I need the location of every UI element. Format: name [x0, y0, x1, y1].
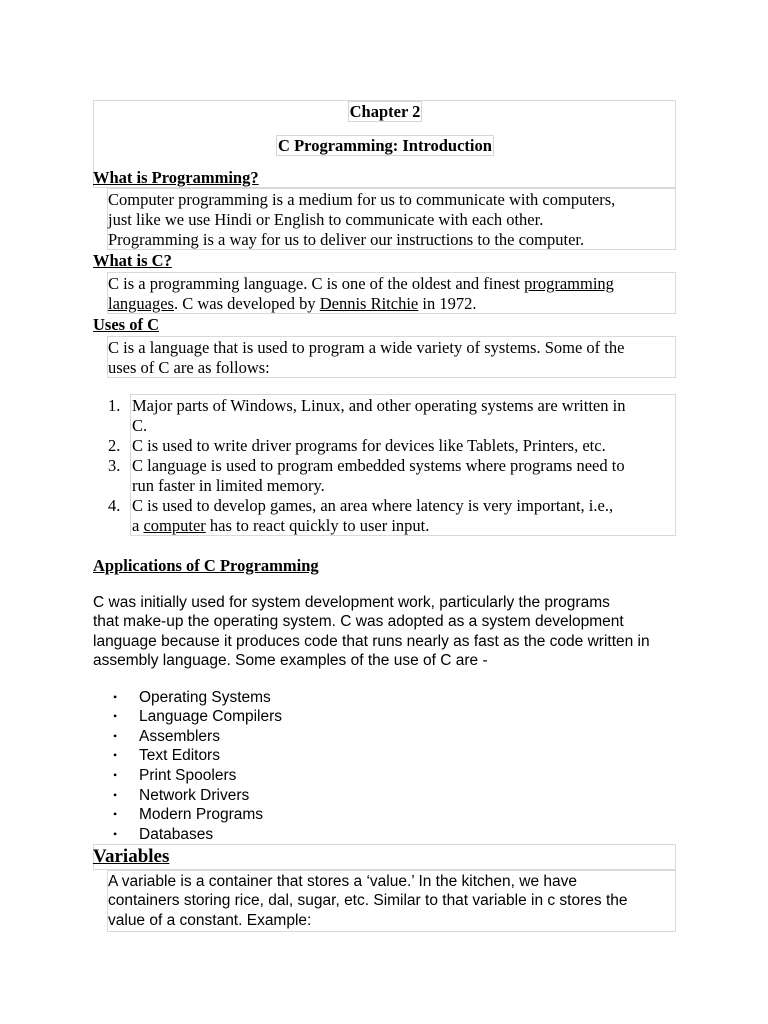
- section2-text: in 1972.: [418, 294, 477, 313]
- bullet-dot: •: [113, 690, 118, 704]
- applications-para-line: C was initially used for system development work, particularly the programs: [93, 594, 610, 611]
- bullet-item: Operating Systems: [139, 689, 271, 706]
- title-label: C Programming: Introduction: [278, 136, 492, 155]
- bullet-dot: •: [113, 788, 118, 802]
- programming-link[interactable]: programming: [524, 274, 614, 293]
- list-item-line: C is used to develop games, an area where latency is very important, i.e.,: [132, 496, 614, 515]
- variables-heading-frame: [93, 844, 676, 870]
- list-item-line: C language is used to program embedded systems where programs need to: [132, 456, 625, 475]
- list-item-text: a: [132, 516, 144, 535]
- list-item-line: C is used to write driver programs for devices like Tablets, Printers, etc.: [132, 436, 606, 455]
- section3-intro-line: C is a language that is used to program a wide variety of systems. Some of the: [108, 338, 625, 357]
- variables-line: containers storing rice, dal, sugar, etc. Similar to that variable in c stores the: [108, 892, 628, 909]
- list-item-text: has to react quickly to user input.: [205, 516, 430, 535]
- bullet-dot: •: [113, 748, 118, 762]
- bullet-item: Text Editors: [139, 747, 220, 764]
- bullet-item: Print Spoolers: [139, 767, 237, 784]
- bullet-item: Modern Programs: [139, 806, 264, 823]
- section-heading-what-is-c: What is C?: [93, 251, 172, 270]
- list-item-line: Major parts of Windows, Linux, and other operating systems are written in: [132, 396, 626, 415]
- list-number: 4.: [108, 496, 121, 515]
- chapter-heading: [94, 102, 676, 122]
- list-item-line: [132, 516, 429, 536]
- list-item-line: C.: [132, 416, 148, 435]
- dennis-ritchie-link[interactable]: Dennis Ritchie: [319, 294, 419, 313]
- section1-line: Computer programming is a medium for us to communicate with computers,: [108, 190, 616, 209]
- chapter-label: Chapter 2: [349, 102, 421, 121]
- bullet-item: Language Compilers: [139, 708, 283, 725]
- section1-line: Programming is a way for us to deliver our instructions to the computer.: [108, 230, 585, 249]
- section2-line: [108, 294, 476, 314]
- bullet-dot: •: [113, 729, 118, 743]
- bullet-item: Network Drivers: [139, 787, 250, 804]
- applications-para-line: language because it produces code that runs nearly as fast as the code written in: [93, 633, 650, 650]
- section3-intro-line: uses of C are as follows:: [108, 358, 270, 377]
- variables-line: value of a constant. Example:: [108, 912, 312, 929]
- bullet-dot: •: [113, 709, 118, 723]
- list-number: 1.: [108, 396, 121, 415]
- section-heading-uses-of-c: Uses of C: [93, 315, 159, 334]
- section-heading-programming: What is Programming?: [93, 168, 259, 187]
- section-heading-variables: Variables: [93, 846, 170, 867]
- list-number: 3.: [108, 456, 121, 475]
- document-title: [94, 136, 676, 156]
- bullet-item: Assemblers: [139, 728, 220, 745]
- section2-line: [108, 274, 614, 294]
- list-number: 2.: [108, 436, 121, 455]
- languages-link[interactable]: languages: [108, 294, 174, 313]
- section-heading-applications: Applications of C Programming: [93, 556, 319, 575]
- bullet-dot: •: [113, 768, 118, 782]
- section1-line: just like we use Hindi or English to communicate with each other.: [108, 210, 544, 229]
- section2-text: . C was developed by: [173, 294, 320, 313]
- applications-para-line: that make-up the operating system. C was adopted as a system development: [93, 613, 624, 630]
- applications-para-line: assembly language. Some examples of the use of C are -: [93, 652, 488, 669]
- computer-link[interactable]: computer: [143, 516, 206, 535]
- variables-line: A variable is a container that stores a ‘value.’ In the kitchen, we have: [108, 873, 577, 890]
- bullet-dot: •: [113, 807, 118, 821]
- list-item-line: run faster in limited memory.: [132, 476, 325, 495]
- bullet-item: Databases: [139, 826, 214, 843]
- bullet-dot: •: [113, 827, 118, 841]
- section2-text: C is a programming language. C is one of the oldest and finest: [108, 274, 525, 293]
